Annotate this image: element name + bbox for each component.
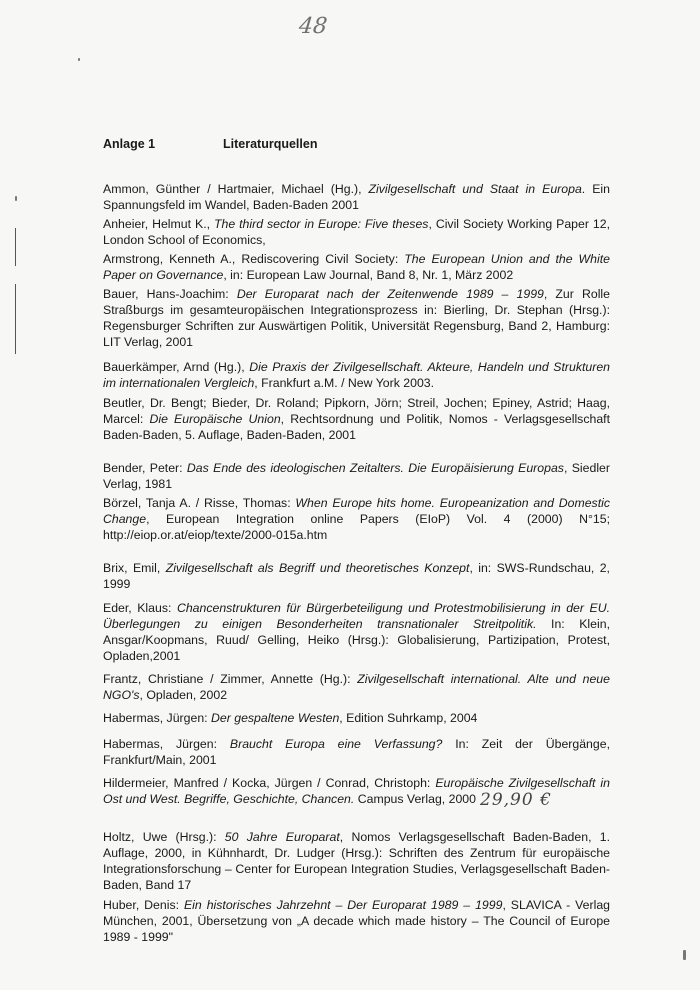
margin-line: [15, 228, 16, 266]
reference-entry: [103, 286, 610, 350]
reference-author: Armstrong, Kenneth A., Rediscovering Civil Society:: [103, 252, 405, 266]
reference-title: Ein historisches Jahrzehnt – Der Europarat 1989 – 1999: [183, 898, 503, 912]
reference-entry: [103, 216, 610, 248]
reference-title: Zivilgesellschaft und Staat in Europa: [368, 182, 582, 196]
reference-details: , Edition Suhrkamp, 2004: [339, 711, 478, 725]
reference-entry: [103, 671, 610, 703]
reference-title: Die Praxis der Zivilgesellschaft. Akteure, Handeln und Strukturen im internationalen Vergleich: [103, 360, 610, 390]
reference-entry: [103, 829, 610, 893]
section-title: Literaturquellen: [223, 137, 318, 151]
scan-speck: [78, 58, 80, 61]
reference-author: Beutler, Dr. Bengt; Bieder, Dr. Roland; Pipkorn, Jörn; Streil, Jochen; Epiney, Astrid; Haag, Marcel:: [103, 396, 610, 426]
reference-title: Zivilgesellschaft als Begriff und theoretisches Konzept: [165, 561, 470, 575]
reference-title: Die Europäische Union: [149, 412, 281, 426]
reference-author: Hildermeier, Manfred / Kocka, Jürgen / Conrad, Christoph:: [103, 776, 436, 790]
reference-entry: [103, 600, 610, 664]
reference-title: Braucht Europa eine Verfassung?: [229, 737, 443, 751]
reference-details: , Rechtsordnung und Politik, Nomos - Verlagsgesellschaft Baden-Baden, 5. Auflage, Baden-Baden, 2001: [103, 412, 610, 442]
margin-line: [15, 284, 16, 354]
reference-title: The third sector in Europe: Five theses: [213, 217, 429, 231]
reference-details: , Opladen, 2002: [139, 688, 228, 702]
reference-details: , Frankfurt a.M. / New York 2003.: [254, 376, 435, 390]
reference-details: , Nomos Verlagsgesellschaft Baden-Baden, 1. Auflage, 2000, in Kühnhardt, Dr. Ludger (Hrsg.): Schriften des Zentrum für europäische Integrationsforschung – Center for European Integration Studies, Verlagsgesellschaft Baden-Baden, Band 17: [103, 830, 610, 892]
reference-details: Campus Verlag, 2000: [354, 792, 476, 806]
reference-author: Börzel, Tanja A. / Risse, Thomas:: [103, 496, 296, 510]
reference-entry: [103, 181, 610, 213]
reference-author: Anheier, Helmut K.,: [103, 217, 214, 231]
scan-speck: [15, 196, 17, 201]
reference-author: Holtz, Uwe (Hrsg.):: [103, 830, 225, 844]
reference-author: Habermas, Jürgen:: [103, 737, 230, 751]
reference-entry: [103, 710, 610, 726]
reference-entry: [103, 359, 610, 391]
reference-title: Zivilgesellschaft international. Alte und neue NGO's: [103, 672, 610, 702]
reference-author: Brix, Emil,: [103, 561, 166, 575]
reference-entry: [103, 560, 610, 592]
reference-entry: [103, 460, 610, 492]
reference-author: Bender, Peter:: [103, 461, 187, 475]
reference-title: When Europe hits home. Europeanization and Domestic Change: [103, 496, 610, 526]
reference-details: In: Klein, Ansgar/Koopmans, Ruud/ Gelling, Heiko (Hrsg.): Globalisierung, Partizipation, Protest, Opladen,2001: [103, 617, 610, 663]
reference-details: , Civil Society Working Paper 12, London School of Economics,: [103, 217, 610, 247]
reference-entry: [103, 736, 610, 768]
reference-title: The European Union and the White Paper on Governance: [103, 252, 610, 282]
reference-entry: [103, 395, 610, 443]
reference-author: Bauerkämper, Arnd (Hg.),: [103, 360, 250, 374]
reference-author: Frantz, Christiane / Zimmer, Annette (Hg.):: [103, 672, 358, 686]
appendix-label: Anlage 1: [103, 137, 156, 151]
reference-details: , Siedler Verlag, 1981: [103, 461, 610, 491]
reference-title: Das Ende des ideologischen Zeitalters. Die Europäisierung Europas: [186, 461, 564, 475]
reference-details: , Zur Rolle Straßburgs im gesamteuropäischen Integrationsprozess in: Bierling, Dr. Stephan (Hrsg.): Regensburger Schriften zur Auswärtigen Politik, Universität Regensburg, Band 2, Hamburg: LIT Verlag, 2001: [103, 287, 610, 349]
scan-speck: [683, 950, 686, 960]
reference-entry: [103, 251, 610, 283]
handwritten-price: 29,90 €: [480, 790, 552, 810]
reference-title: Europäische Zivilgesellschaft in Ost und West. Begriffe, Geschichte, Chancen.: [103, 776, 610, 806]
reference-details: , European Integration online Papers (EIoP) Vol. 4 (2000) N°15; http://eiop.or.at/eiop/texte/2000-015a.htm: [103, 512, 610, 542]
reference-author: Ammon, Günther / Hartmaier, Michael (Hg.),: [103, 182, 369, 196]
reference-details: In: Zeit der Übergänge, Frankfurt/Main, 2001: [103, 737, 610, 767]
reference-entry: [103, 897, 610, 945]
reference-details: , SLAVICA - Verlag München, 2001, Übersetzung von „A decade which made history – The Council of Europe 1989 - 1999": [103, 898, 610, 944]
reference-entry: [103, 495, 610, 543]
reference-details: , in: SWS-Rundschau, 2, 1999: [103, 561, 610, 591]
reference-title: Chancenstrukturen für Bürgerbeteiligung und Protestmobilisierung in der EU. Überlegungen zu einigen Besonderheiten transnationaler Streitpolitik.: [103, 601, 610, 631]
reference-title: Der Europarat nach der Zeitenwende 1989 – 1999: [236, 287, 544, 301]
reference-author: Eder, Klaus:: [103, 601, 177, 615]
reference-author: Habermas, Jürgen:: [103, 711, 211, 725]
reference-details: . Ein Spannungsfeld im Wandel, Baden-Baden 2001: [103, 182, 610, 212]
reference-title: Der gespaltene Westen: [211, 711, 340, 725]
reference-author: Bauer, Hans-Joachim:: [103, 287, 237, 301]
page-number: 48: [297, 14, 329, 39]
reference-details: , in: European Law Journal, Band 8, Nr. 1, März 2002: [223, 268, 514, 282]
reference-title: 50 Jahre Europarat: [224, 830, 340, 844]
reference-author: Huber, Denis:: [103, 898, 184, 912]
